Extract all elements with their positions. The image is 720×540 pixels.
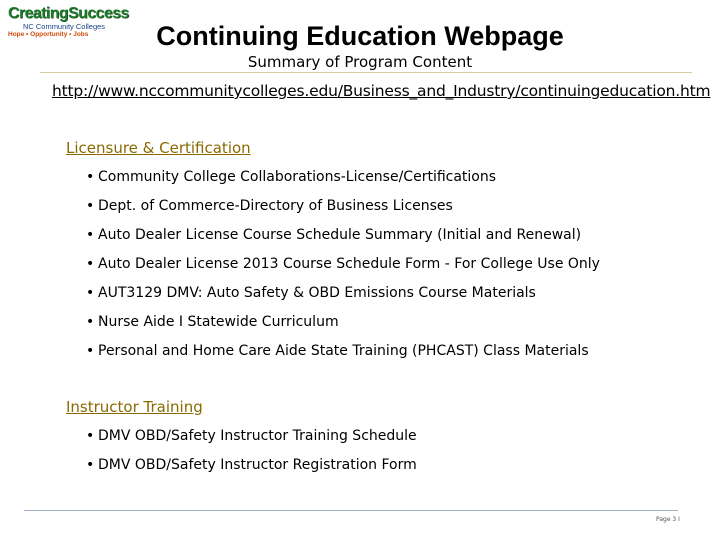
footer-divider bbox=[24, 510, 678, 511]
list-item[interactable] bbox=[86, 283, 600, 312]
page-number: Page 3 I bbox=[656, 516, 680, 523]
list-item-label: DMV OBD/Safety Instructor Registration Form bbox=[98, 457, 417, 473]
section-heading-instructor-training[interactable]: Instructor Training bbox=[66, 398, 203, 416]
bullet-icon: • bbox=[86, 428, 95, 444]
list-item-label: DMV OBD/Safety Instructor Training Schedule bbox=[98, 428, 417, 444]
section-heading-licensure[interactable]: Licensure & Certification bbox=[66, 139, 251, 157]
page-title: Continuing Education Webpage bbox=[156, 21, 564, 51]
bullet-icon: • bbox=[86, 169, 95, 185]
webpage-url-link[interactable]: http://www.nccommunitycolleges.edu/Business_and_Industry/continuingeducation.htm bbox=[52, 82, 711, 100]
bullet-icon: • bbox=[86, 256, 95, 272]
bullet-icon: • bbox=[86, 457, 95, 473]
list-item-label: AUT3129 DMV: Auto Safety & OBD Emissions Course Materials bbox=[98, 285, 536, 301]
bullet-icon: • bbox=[86, 285, 95, 301]
bullet-icon: • bbox=[86, 314, 95, 330]
bullet-icon: • bbox=[86, 343, 95, 359]
list-item[interactable] bbox=[86, 254, 600, 283]
list-item[interactable] bbox=[86, 455, 417, 484]
logo-subtitle: NC Community Colleges bbox=[22, 22, 106, 31]
header-divider bbox=[40, 72, 692, 73]
bullet-icon: • bbox=[86, 227, 95, 243]
list-item-label: Personal and Home Care Aide State Training (PHCAST) Class Materials bbox=[98, 343, 589, 359]
creating-success-logo bbox=[8, 5, 129, 42]
list-item[interactable] bbox=[86, 196, 600, 225]
list-item[interactable] bbox=[86, 426, 417, 455]
list-item[interactable] bbox=[86, 225, 600, 254]
list-item[interactable] bbox=[86, 312, 600, 341]
list-item[interactable] bbox=[86, 167, 600, 196]
list-item[interactable] bbox=[86, 341, 600, 370]
list-item-label: Nurse Aide I Statewide Curriculum bbox=[98, 314, 339, 330]
bullet-icon: • bbox=[86, 198, 95, 214]
instructor-training-list bbox=[86, 426, 417, 484]
list-item-label: Dept. of Commerce-Directory of Business Licenses bbox=[98, 198, 453, 214]
logo-title: CreatingSuccess bbox=[8, 5, 129, 22]
licensure-list bbox=[86, 167, 600, 370]
list-item-label: Auto Dealer License 2013 Course Schedule Form - For College Use Only bbox=[98, 256, 600, 272]
list-item-label: Auto Dealer License Course Schedule Summary (Initial and Renewal) bbox=[98, 227, 582, 243]
page-subtitle: Summary of Program Content bbox=[247, 53, 473, 71]
logo-tagline: Hope • Opportunity • Jobs bbox=[8, 31, 89, 38]
list-item-label: Community College Collaborations-License/Certifications bbox=[98, 169, 497, 185]
